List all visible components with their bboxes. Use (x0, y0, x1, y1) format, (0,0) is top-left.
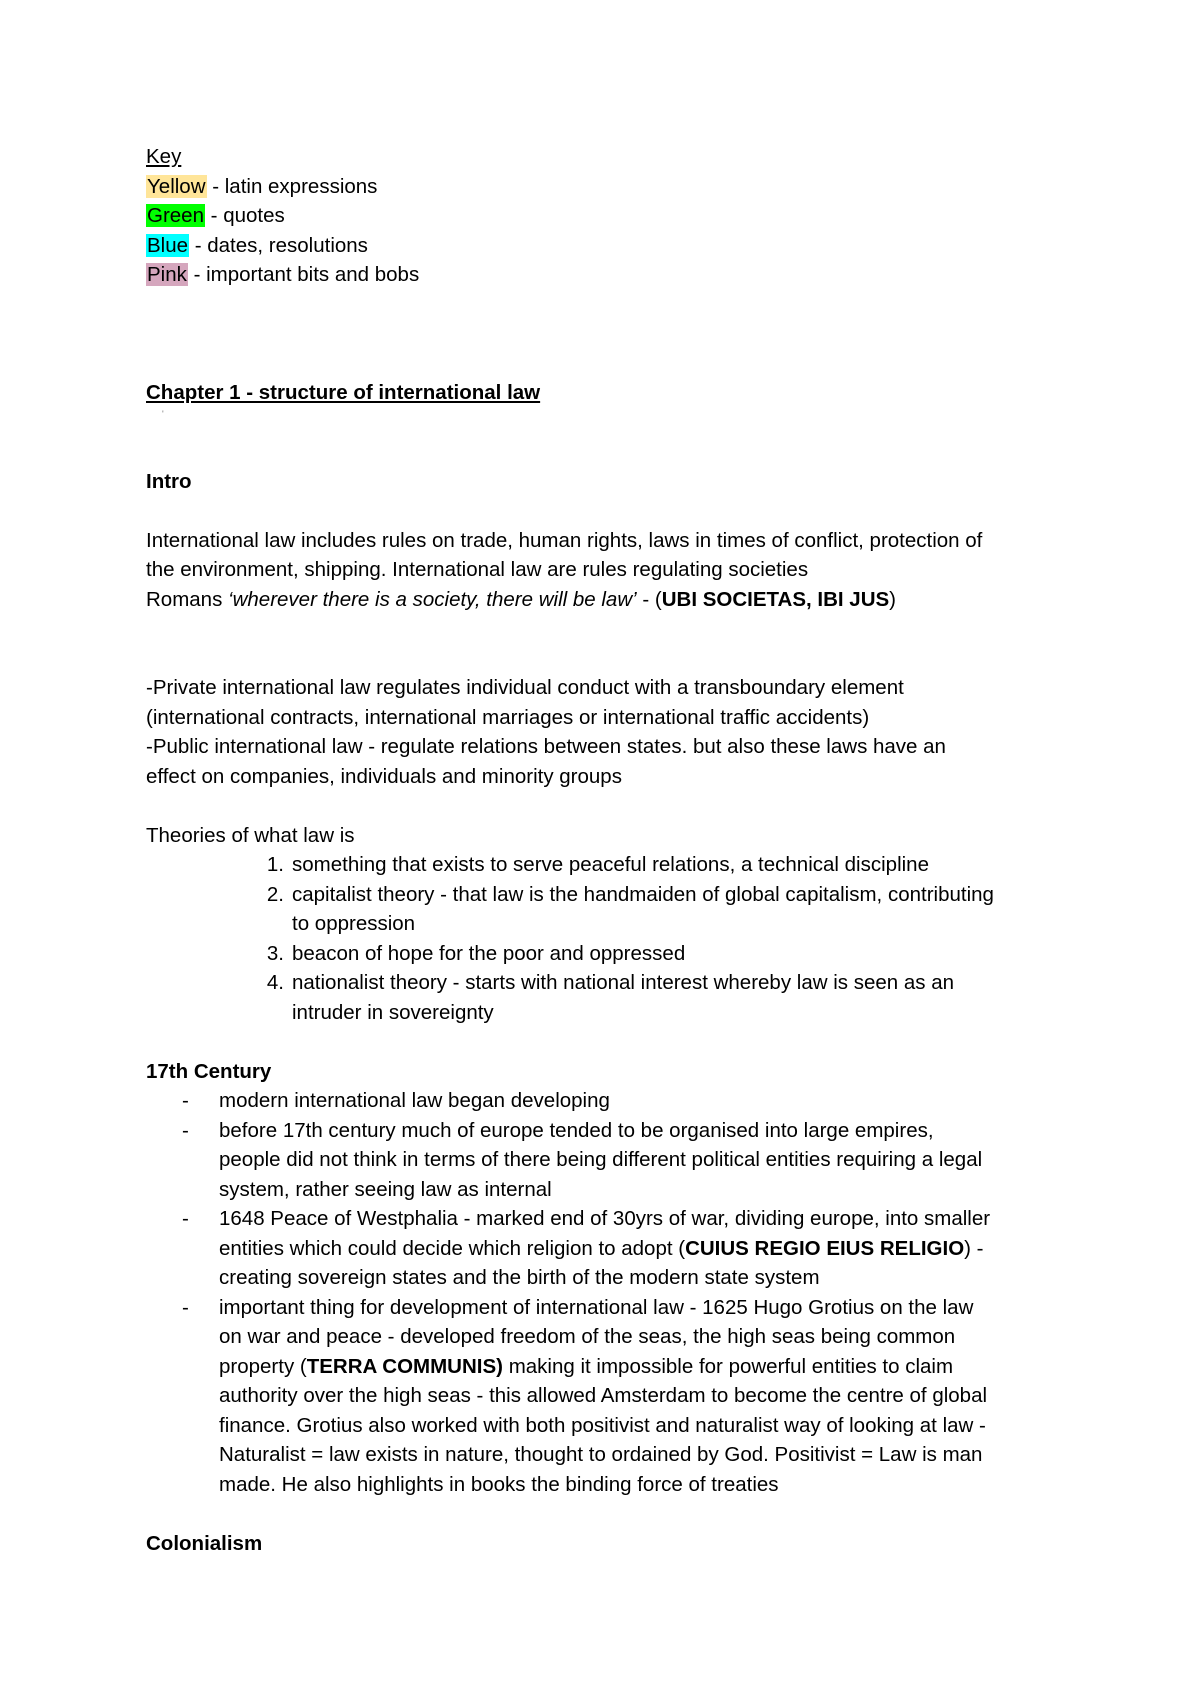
romans-mid: - ( (636, 587, 662, 611)
bullet-text: finance. Grotius also worked with both positivist and naturalist way of looking at law - (219, 1413, 986, 1437)
theory-number: 2. (266, 882, 284, 906)
text-run: property ( (219, 1354, 307, 1378)
century-heading: 17th Century (146, 1059, 272, 1083)
key-desc-yellow: - latin expressions (206, 174, 378, 198)
theory-number: 3. (266, 941, 284, 965)
bullet-text (219, 1352, 1066, 1382)
colonialism-heading: Colonialism (146, 1531, 263, 1555)
theory-text: nationalist theory - starts with national interest whereby law is seen as an (292, 971, 955, 994)
intro-paragraph-line-1: International law includes rules on trade, human rights, laws in times of conflict, protection of (146, 528, 983, 552)
bullet-text: Naturalist = law exists in nature, thought to ordained by God. Positivist = Law is man (219, 1443, 983, 1466)
text-run: making it impossible for powerful entities to claim (503, 1354, 954, 1378)
theories-list (146, 850, 1066, 1027)
theory-text: something that exists to serve peaceful relations, a technical discipline (292, 853, 929, 876)
chapter-title: Chapter 1 - structure of international law (146, 381, 541, 404)
bullet-text: 1648 Peace of Westphalia - marked end of 30yrs of war, dividing europe, into smaller (219, 1207, 991, 1230)
theory-text: to oppression (292, 912, 416, 935)
bullet-text (219, 1234, 1066, 1264)
bullet-text: made. He also highlights in books the binding force of treaties (219, 1472, 779, 1496)
century-bullet-list (146, 1086, 1066, 1499)
bullet-dash: - (182, 1118, 189, 1142)
key-item-pink (146, 260, 1066, 290)
latin-terra-communis: TERRA COMMUNIS) (306, 1354, 503, 1378)
document-page (146, 142, 1066, 1558)
romans-end: ) (889, 587, 896, 611)
bullet-dash: - (182, 1089, 189, 1112)
key-title: Key (146, 145, 182, 168)
theory-item-1 (146, 850, 1066, 880)
key-item-yellow (146, 172, 1066, 202)
bullet-text: authority over the high seas - this allowed Amsterdam to become the centre of global (219, 1384, 988, 1407)
key-desc-green: - quotes (204, 204, 285, 227)
theories-heading: Theories of what law is (146, 823, 355, 847)
key-item-blue (146, 231, 1066, 261)
public-law-line-2: effect on companies, individuals and minority groups (146, 764, 622, 788)
bullet-text: on war and peace - developed freedom of the seas, the high seas being common (219, 1325, 956, 1348)
bullet-text: important thing for development of international law - 1625 Hugo Grotius on the law (219, 1295, 974, 1319)
key-swatch-yellow: Yellow (147, 174, 206, 198)
theory-text: beacon of hope for the poor and oppressed (292, 941, 686, 965)
bullet-text: people did not think in terms of there being different political entities requiring a legal (219, 1148, 983, 1171)
theory-item-3 (146, 939, 1066, 969)
text-run: entities which could decide which religion to adopt ( (219, 1236, 686, 1260)
key-swatch-green: Green (147, 204, 204, 227)
public-law-line-1: -Public international law - regulate relations between states. but also these laws have an (146, 735, 946, 758)
bullet-dash: - (182, 1295, 189, 1319)
key-item-green (146, 201, 1066, 231)
private-law-line-2: (international contracts, international marriages or international traffic accidents) (146, 705, 870, 729)
theory-text: intruder in sovereignty (292, 1000, 494, 1024)
key-desc-pink: - important bits and bobs (187, 263, 420, 286)
latin-cuius-regio: CUIUS REGIO EIUS RELIGIO (685, 1236, 965, 1260)
bullet-text: system, rather seeing law as internal (219, 1177, 552, 1201)
intro-heading: Intro (146, 469, 192, 493)
bullet-text: modern international law began developing (219, 1089, 610, 1112)
key-swatch-pink: Pink (147, 263, 187, 286)
romans-quote-line (146, 585, 1066, 615)
romans-quote: ‘wherever there is a society, there will be law’ (228, 587, 637, 611)
theory-item-4 (146, 968, 1066, 1027)
latin-ubi-societas: UBI SOCIETAS, IBI JUS (661, 587, 890, 611)
private-law-line-1: -Private international law regulates individual conduct with a transboundary element (146, 676, 904, 699)
intro-paragraph-line-2: the environment, shipping. International law are rules regulating societies (146, 558, 809, 581)
bullet-text: creating sovereign states and the birth of the modern state system (219, 1266, 820, 1289)
text-run: ) - (964, 1236, 984, 1260)
century-bullet-4 (146, 1293, 1066, 1500)
century-bullet-1 (146, 1086, 1066, 1116)
theory-text: capitalist theory - that law is the handmaiden of global capitalism, contributing (292, 882, 994, 906)
bullet-dash: - (182, 1207, 189, 1230)
romans-prefix: Romans (146, 587, 229, 611)
key-desc-blue: - dates, resolutions (189, 233, 368, 257)
bullet-text: before 17th century much of europe tended to be organised into large empires, (219, 1118, 934, 1142)
key-swatch-blue: Blue (147, 233, 189, 257)
theory-number: 4. (266, 971, 284, 994)
century-bullet-3 (146, 1204, 1066, 1293)
stray-mark: ' (162, 409, 164, 419)
theory-item-2 (146, 880, 1066, 939)
century-bullet-2 (146, 1116, 1066, 1205)
theory-number: 1. (266, 853, 284, 876)
